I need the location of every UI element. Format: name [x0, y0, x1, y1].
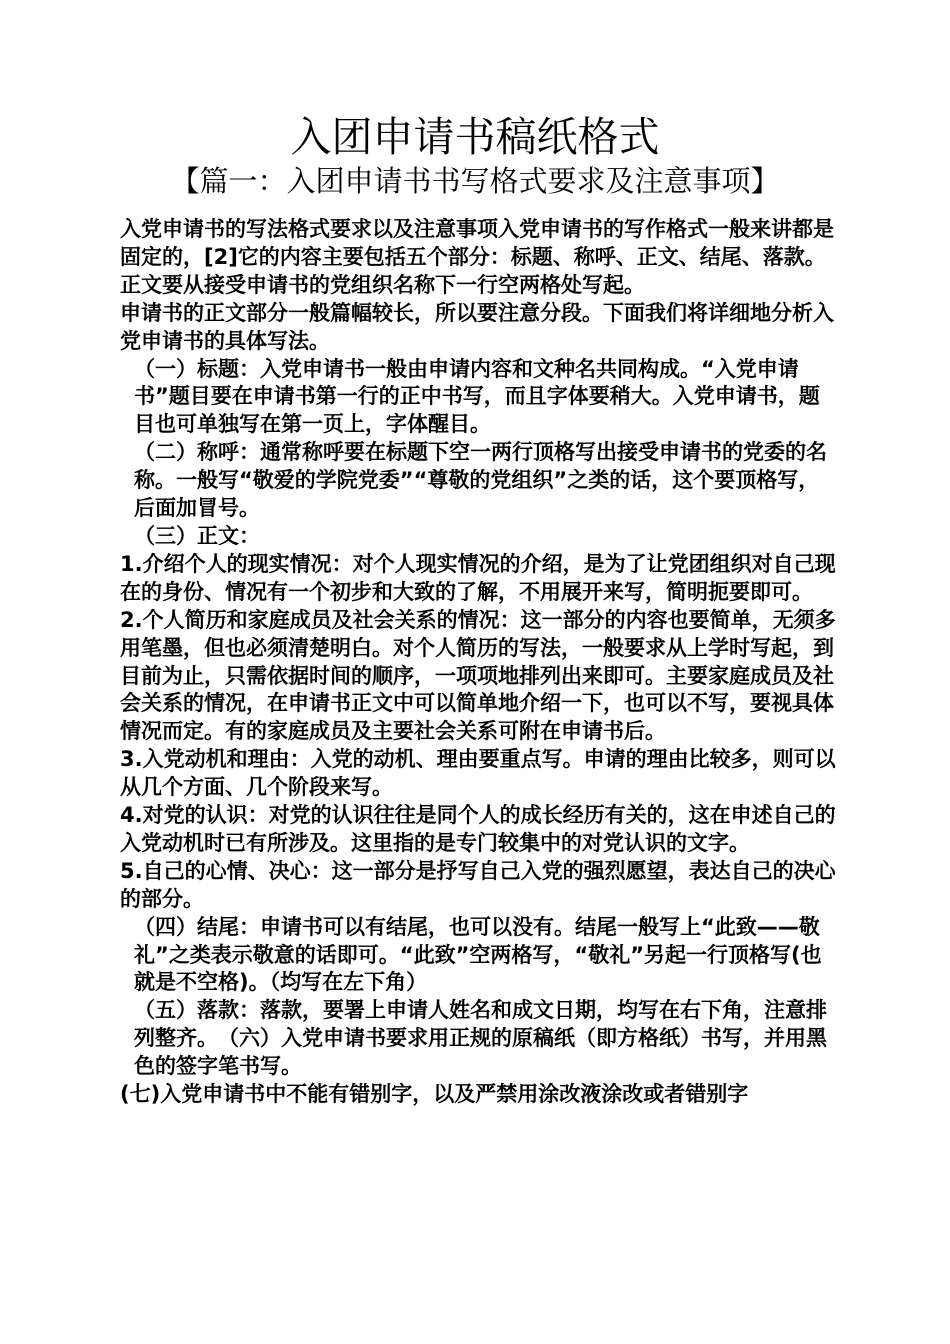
body-paragraph: 4.对党的认识：对党的认识往往是同个人的成长经历有关的，这在申述自己的入党动机时已有所涉及。这里指的是专门较集中的对党认识的文字。 [120, 803, 836, 855]
document-subtitle: 【篇一：入团申请书书写格式要求及注意事项】 [170, 164, 780, 198]
body-paragraph: （四）结尾：申请书可以有结尾，也可以没有。结尾一般写上“此致——敬礼”之类表示敬意的话即可。“此致”空两格写，“敬礼”另起一行顶格写(也就是不空格)。（均写在左下角） [134, 914, 822, 995]
body-paragraph: 5.自己的心情、决心：这一部分是抒写自己入党的强烈愿望，表达自己的决心的部分。 [120, 858, 836, 911]
document-body [114, 216, 840, 1109]
body-paragraph: 正文要从接受申请书的党组织名称下一行空两格处写起。 [120, 272, 645, 297]
body-paragraph: （二）称呼：通常称呼要在标题下空一两行顶格写出接受申请书的党委的名称。一般写“敬爱的学院党委”“尊敬的党组织”之类的话，这个要顶格写，后面加冒号。 [134, 440, 827, 521]
body-paragraph: （一）标题：入党申请书一般由申请内容和文种名共同构成。“入党申请书”题目要在申请书第一行的正中书写，而且字体要稍大。入党申请书，题目也可单独写在第一页上，字体醒目。 [134, 356, 820, 437]
document-title: 入团申请书稿纸格式 [290, 113, 660, 161]
body-paragraph: 入党申请书的写法格式要求以及注意事项入党申请书的写作格式一般来讲都是固定的，[2]它的内容主要包括五个部分：标题、称呼、正文、结尾、落款。 [120, 217, 834, 269]
body-paragraph: （三）正文： [134, 523, 260, 548]
body-paragraph: 1.介绍个人的现实情况：对个人现实情况的介绍，是为了让党团组织对自己现在的身份、情况有一个初步和大致的了解，不用展开来写，简明扼要即可。 [120, 551, 836, 604]
body-paragraph: 申请书的正文部分一般篇幅较长，所以要注意分段。下面我们将详细地分析入党申请书的具体写法。 [120, 300, 834, 353]
body-paragraph: （五）落款：落款，要署上申请人姓名和成文日期，均写在右下角，注意排列整齐。 （六）入党申请书要求用正规的原稿纸（即方格纸）书写，并用黑色的签字笔书写。 [134, 998, 827, 1079]
body-paragraph: 2.个人简历和家庭成员及社会关系的情况：这一部分的内容也要简单，无须多用笔墨，但也必须清楚明白。对个人简历的写法，一般要求从上学时写起，到目前为止，只需依据时间的顺序，一项项地排列出来即可。主要家庭成员及社会关系的情况，在申请书正文中可以简单地介绍一下，也可以不写，要视具体情况而定。有的家庭成员及主要社会关系可附在申请书后。 [120, 607, 836, 744]
body-paragraph: (七)入党申请书中不能有错别字，以及严禁用涂改液涂改或者错别字 [120, 1082, 749, 1107]
body-paragraph: 3.入党动机和理由：入党的动机、理由要重点写。申请的理由比较多，则可以从几个方面、几个阶段来写。 [120, 747, 836, 800]
